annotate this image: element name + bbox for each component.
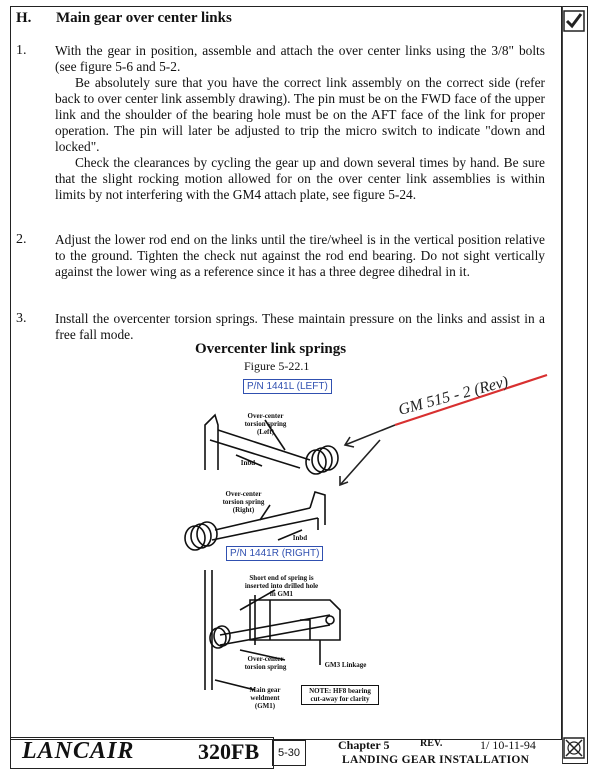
step-2-paragraph: Adjust the lower rod end on the links until the tire/wheel is in the vertical position relative to the ground. Tighten the check nut against the rod end bearing. Do not sight vertically against the lower wing as a reference since it has a three degree dihedral in it. (55, 232, 545, 279)
step-number: 3. (16, 311, 27, 326)
figure-title: Overcenter link springs (195, 341, 347, 357)
step-1-paragraph: Be absolutely sure that you have the correct link assembly on the correct side (refer back to over center link assembly drawing). The pin must be on the FWD face of the upper link and the shoulder of the bearing hole must be on the AFT face of the link for proper operation. The pin will later be adjusted to trip the micro switch to indicate "down and locked". (55, 75, 545, 154)
label-inbd: Inbd (292, 534, 308, 542)
label-spring-lower: Over-center torsion spring (244, 655, 287, 671)
lancair-logo: LANCAIR (22, 738, 135, 764)
label-spring-right: Over-center torsion spring (Right) (222, 490, 265, 514)
section-title: Main gear over center links (56, 10, 232, 26)
rev-label: REV. (420, 738, 443, 749)
rev-value: 1/ 10-11-94 (480, 738, 536, 752)
step-number: 2. (16, 232, 27, 247)
step-1-paragraph: With the gear in position, assemble and attach the over center links using the 3/8" bolts (see figure 5-6 and 5-2. (55, 43, 545, 74)
label-spring-left: Over-center torsion spring (Left) (244, 412, 287, 436)
model-name: 320FB (198, 739, 260, 764)
handwritten-note: GM 515 - 2 (Rev) (396, 373, 511, 419)
label-short-end: Short end of spring is inserted into drilled hole in GM1 (244, 574, 319, 598)
chapter-label: Chapter 5 (338, 738, 390, 752)
label-note: NOTE: HF8 bearing cut-away for clarity (301, 685, 379, 705)
step-1-paragraph: Check the clearances by cycling the gear up and down several times by hand. Be sure that the slight rocking motion allowed for on the over center link assemblies is within limits by not interfering with the GM4 attach plate, see figure 5-24. (55, 155, 545, 202)
part-number-left: P/N 1441L (LEFT) (243, 379, 332, 394)
step-3-paragraph: Install the overcenter torsion springs. These maintain pressure on the links and assist in a free fall mode. (55, 311, 545, 342)
label-inbd: Inbd (240, 459, 256, 467)
page-number: 5-30 (272, 740, 306, 766)
checkbox-x-icon[interactable] (563, 737, 585, 759)
part-number-right: P/N 1441R (RIGHT) (226, 546, 323, 561)
figure-number: Figure 5-22.1 (244, 359, 310, 373)
chapter-title: LANDING GEAR INSTALLATION (342, 754, 530, 766)
label-gm3: GM3 Linkage (324, 661, 367, 669)
step-number: 1. (16, 43, 27, 58)
section-letter: H. (16, 10, 32, 26)
label-weldment: Main gear weldment (GM1) (249, 686, 281, 710)
